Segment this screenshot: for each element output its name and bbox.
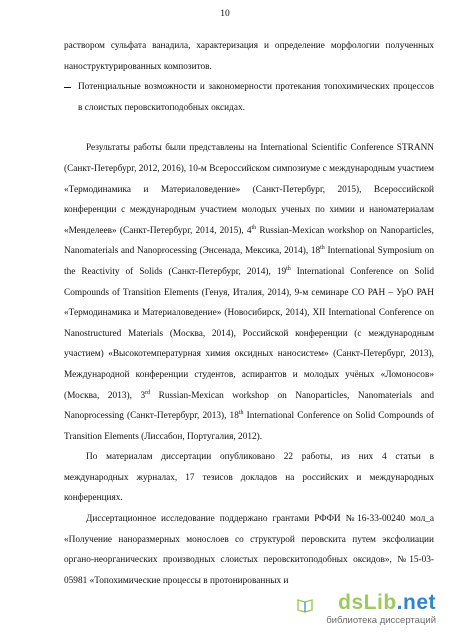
paragraph-grants: Диссертационное исследование поддержано грантами РФФИ №16-33-00240 мол_а «Получение наноразмерных монослоев со структурой перовскита путем эксфолиации органо-неорганических производных слоистых перовскитоподобных оксидов», №15-03-05981 «Топохимические процессы в протонированных и [64,514,434,586]
text-run: International Symposium on the Reactivity of Solids (Санкт-Петербург, 2014), 19 [64,246,434,277]
page-number: 10 [220,9,230,19]
paragraph-publications: По материалам диссертации опубликовано 22 работы, из них 4 статьи в международных журналах, 17 тезисов докладов на российских и международных конференциях. [64,452,434,504]
dslib-watermark [306,591,436,631]
text-run: Russian-Mexican workshop on Nanoparticles, Nanomaterials and Nanoprocessing (Энсенада, Мексика, 2014), 18 [64,225,434,257]
book-icon [296,596,314,614]
superscript: th [286,265,291,272]
superscript: th [238,410,244,417]
brand-part: dsLib [338,591,397,614]
watermark-brand [338,591,436,615]
text-run: International Conference on Solid Compounds of Transition Elements (Лиссабон, Португалия, 2012). [64,411,434,442]
paragraph-conferences [64,138,434,447]
text-run: Результаты работы были представлены на International Scientific Conference STRANN (Санкт-Петербург, 2012, 2016), 10-м Всероссийском симпозиуме с международным участием «Термодинамика и Материаловедение» (Санкт-Петербург, 2015), Всероссийской конференции с международным участием молодых ученых по химии и наноматериалам «Менделеев» (Санкт-Петербург, 2014, 2015), 4 [64,143,434,236]
text-run: International Conference on Solid Compounds of Transition Elements (Генуя, Италия, 2014), 9-м семинаре СО РАН – УрО РАН «Термодинамика и Материаловедение» (Новосибирск, 2014), XII International Conference on Nanostructured Materials (Москва, 2014), Российской конференции (с международным участием) «Высокотемпературная химия оксидных наносистем» (Санкт-Петербург, 2013), Международной конференции студентов, аспирантов и молодых учёных «Ломоносов» (Москва, 2013), 3 [64,266,434,401]
watermark-tagline: библиотека диссертаций [326,615,436,626]
dash-bullet-icon [64,77,72,98]
document-body [64,36,434,591]
bullet-item [64,77,434,118]
paragraph-continuation: раствором сульфата ванадила, характеризация и определение морфологии полученных наноструктурированных композитов. [64,41,434,72]
bullet-text: Потенциальные возможности и закономерности протекания топохимических процессов в слоистых перовскитоподобных оксидах. [78,82,434,113]
brand-part: .net [396,591,436,614]
superscript: th [320,245,325,252]
superscript: rd [145,389,151,396]
superscript: th [251,224,257,231]
text-run: Russian-Mexican workshop on Nanoparticles, Nanomaterials and Nanoprocessing (Санкт-Петербург, 2013), 18 [64,390,434,422]
